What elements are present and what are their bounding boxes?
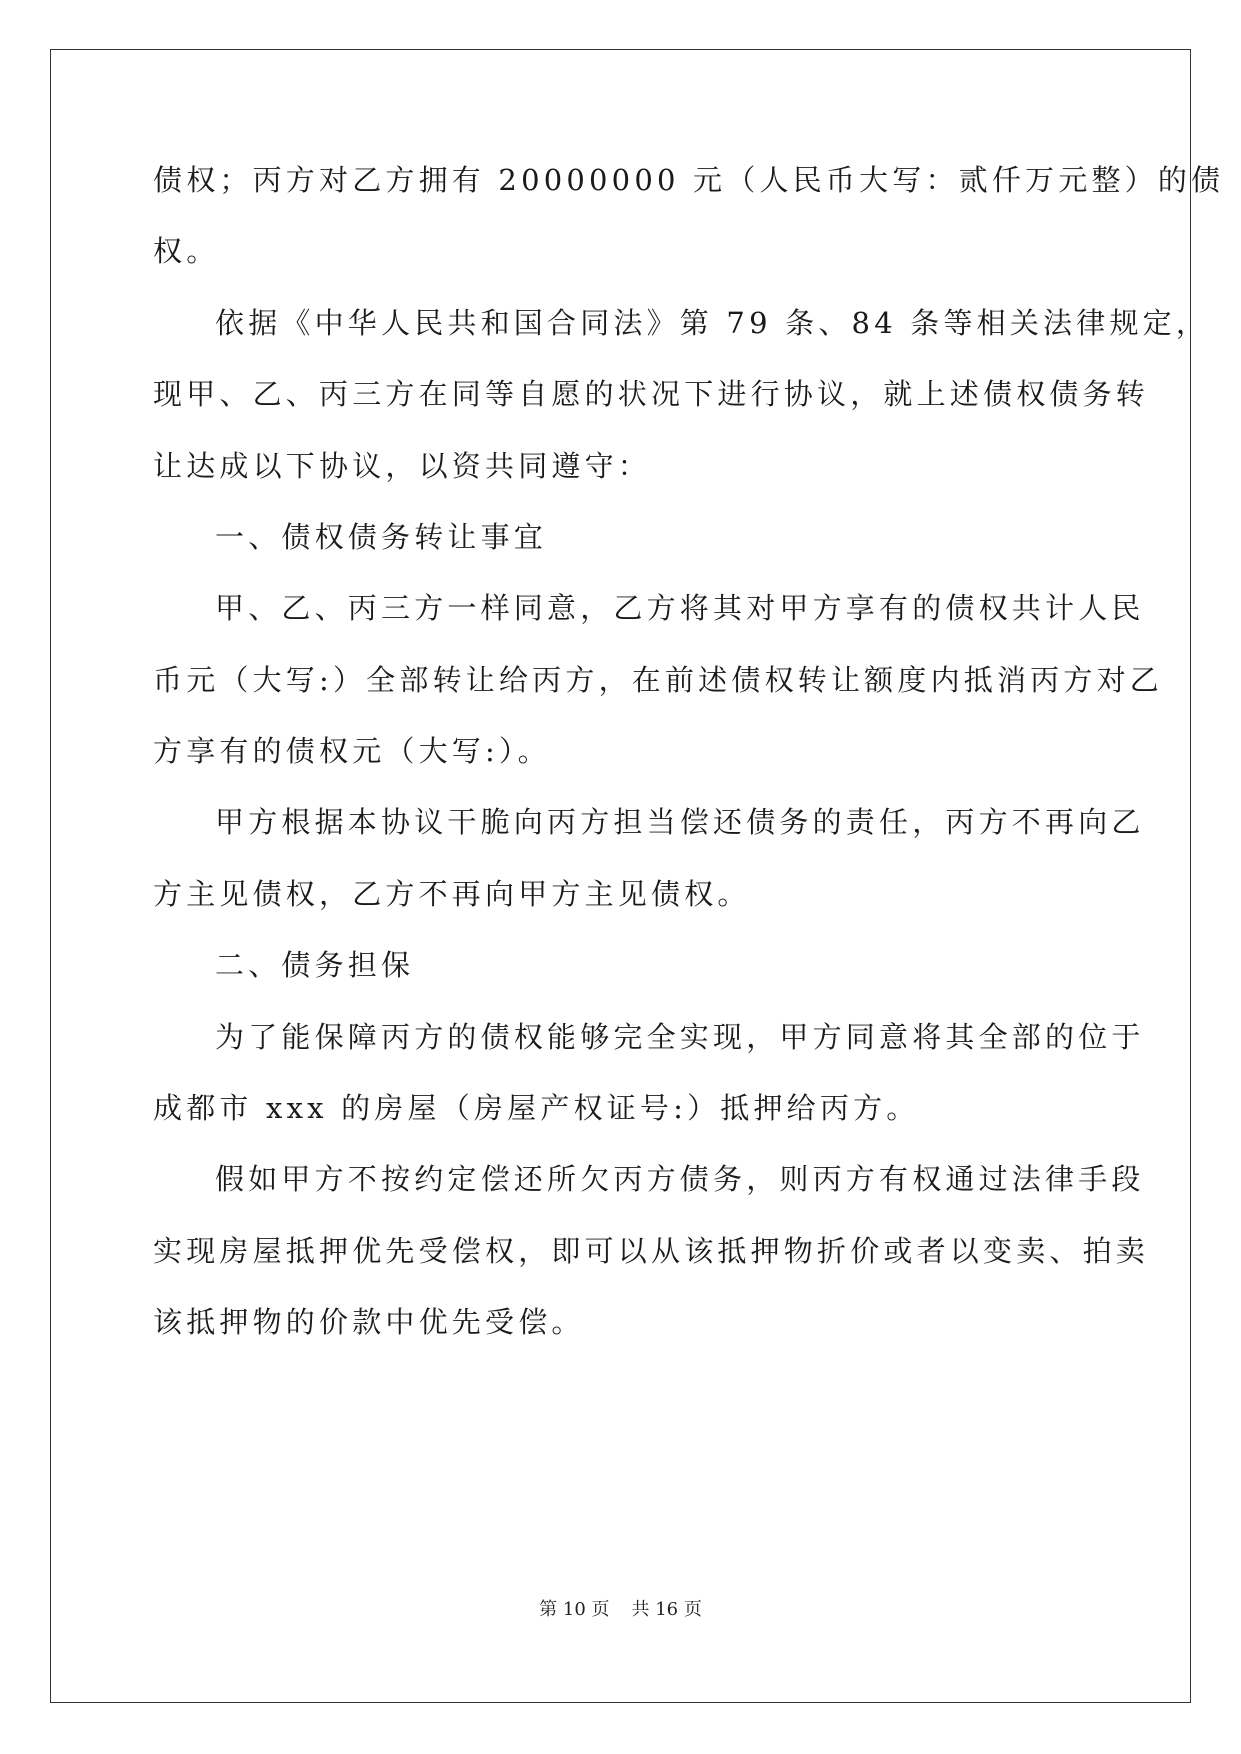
text-line: 币元（大写:）全部转让给丙方，在前述债权转让额度内抵消丙方对乙 (153, 663, 1163, 697)
section-heading-1: 一、债权债务转让事宜 (215, 520, 548, 554)
paragraph-start: 甲、乙、丙三方一样同意，乙方将其对甲方享有的债权共计人民 (215, 591, 1145, 625)
page-footer (0, 1598, 1241, 1622)
page-total: 共 16 页 (631, 1599, 702, 1620)
text-line: 权。 (153, 234, 220, 268)
paragraph-start: 为了能保障丙方的债权能够完全实现，甲方同意将其全部的位于 (215, 1020, 1145, 1054)
text-line: 债权；丙方对乙方拥有 20000000 元（人民币大写：贰仟万元整）的债 (153, 163, 1225, 197)
text-line: 方主见债权，乙方不再向甲方主见债权。 (153, 877, 751, 911)
text-line: 让达成以下协议，以资共同遵守： (153, 449, 652, 483)
paragraph-start: 甲方根据本协议干脆向丙方担当偿还债务的责任，丙方不再向乙 (215, 805, 1145, 839)
paragraph-start: 依据《中华人民共和国合同法》第 79 条、84 条等相关法律规定， (215, 306, 1210, 340)
text-line: 现甲、乙、丙三方在同等自愿的状况下进行协议，就上述债权债务转 (153, 377, 1150, 411)
text-line: 成都市 xxx 的房屋（房屋产权证号:）抵押给丙方。 (153, 1091, 920, 1125)
page-number: 第 10 页 (539, 1599, 610, 1620)
section-heading-2: 二、债务担保 (215, 948, 415, 982)
text-line: 实现房屋抵押优先受偿权，即可以从该抵押物折价或者以变卖、拍卖 (153, 1234, 1150, 1268)
text-line: 方享有的债权元（大写:）。 (153, 734, 551, 768)
paragraph-start: 假如甲方不按约定偿还所欠丙方债务，则丙方有权通过法律手段 (215, 1162, 1145, 1196)
text-line: 该抵押物的价款中优先受偿。 (153, 1305, 585, 1339)
